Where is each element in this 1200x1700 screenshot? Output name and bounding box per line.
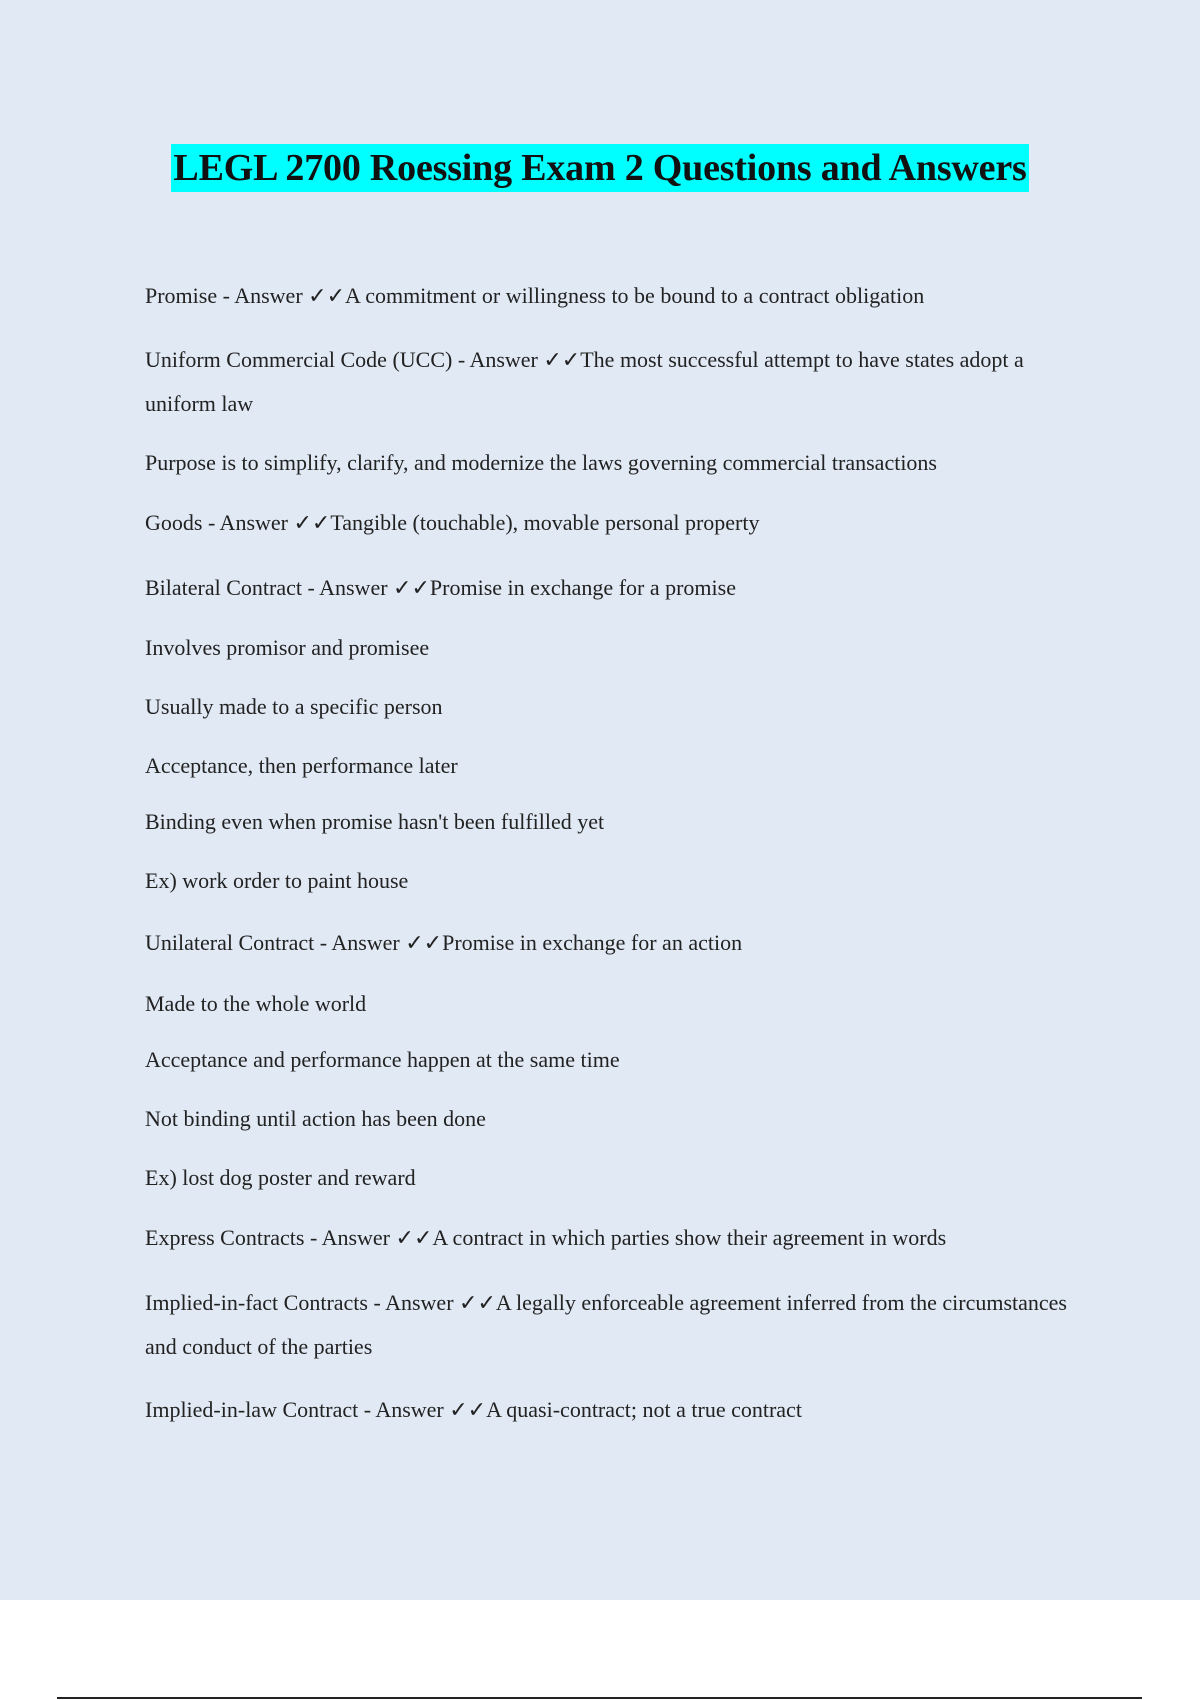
text-line: Not binding until action has been done (145, 1106, 486, 1131)
text-line: Ex) lost dog poster and reward (145, 1165, 416, 1190)
title-container (0, 144, 1200, 192)
text-line: Acceptance and performance happen at the same time (145, 1047, 620, 1072)
text-line: Usually made to a specific person (145, 694, 443, 719)
text-line: Ex) work order to paint house (145, 868, 409, 893)
text-line: Uniform Commercial Code (UCC) - Answer ✓✓The most successful attempt to have states adopt a uniform law (145, 347, 1024, 416)
text-line: Unilateral Contract - Answer ✓✓Promise in exchange for an action (145, 930, 743, 955)
text-line: Promise - Answer ✓✓A commitment or willingness to be bound to a contract obligation (145, 283, 925, 308)
text-line: Express Contracts - Answer ✓✓A contract in which parties show their agreement in words (145, 1225, 947, 1250)
text-line: Implied-in-fact Contracts - Answer ✓✓A legally enforceable agreement inferred from the circumstances and conduct of the parties (145, 1290, 1067, 1359)
text-line: Involves promisor and promisee (145, 635, 430, 660)
text-line: Binding even when promise hasn't been fulfilled yet (145, 809, 605, 834)
text-line: Goods - Answer ✓✓Tangible (touchable), movable personal property (145, 510, 760, 535)
text-line: Implied-in-law Contract - Answer ✓✓A quasi-contract; not a true contract (145, 1397, 802, 1422)
text-line: Bilateral Contract - Answer ✓✓Promise in exchange for a promise (145, 575, 736, 600)
text-line: Acceptance, then performance later (145, 753, 458, 778)
text-line: Purpose is to simplify, clarify, and modernize the laws governing commercial transactions (145, 450, 937, 475)
text-line: Made to the whole world (145, 991, 367, 1016)
document-title: LEGL 2700 Roessing Exam 2 Questions and Answers (171, 144, 1028, 192)
footer-divider (57, 1697, 1142, 1699)
